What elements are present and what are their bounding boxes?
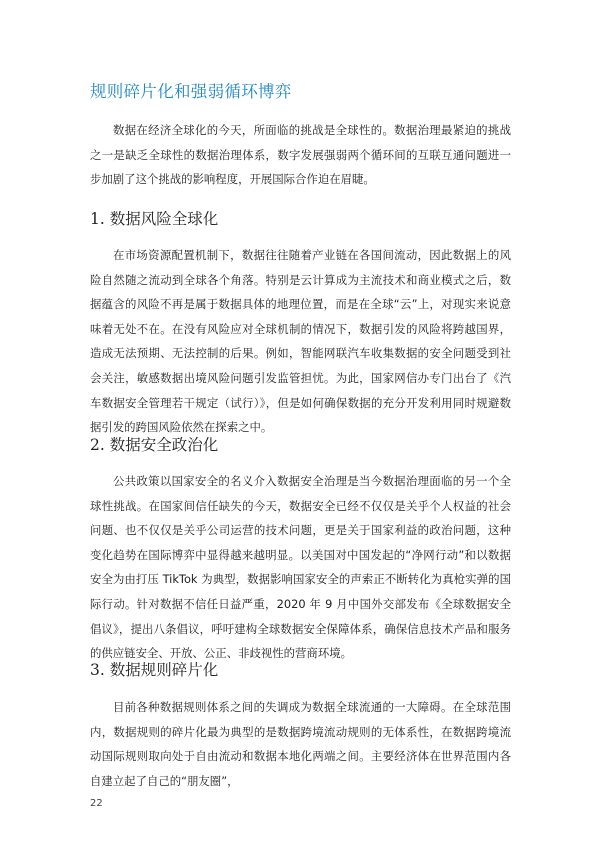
page-number: 22	[90, 798, 103, 809]
subheading-data-security-politicization: 2. 数据安全政治化	[90, 436, 219, 454]
section-title: 规则碎片化和强弱循环博弈	[90, 82, 292, 101]
paragraph-data-risk-globalization: 在市场资源配置机制下，数据往往随着产业链在各国间流动，因此数据上的风险自然随之流动到全球各个角落。特别是云计算成为主流技术和商业模式之后，数据蕴含的风险不再是属于数据具体的地理位置，而是在全球“云”上，对现实来说意味着无处不在。在没有风险应对全球机制的情况下，数据引发的风险将跨越国界，造成无法预期、无法控制的后果。例如，智能网联汽车收集数据的安全问题受到社会关注，敏感数据出境风险问题引发监管担忧。为此，国家网信办专门出台了《汽车数据安全管理若干规定（试行）》，但是如何确保数据的充分开发利用同时规避数据引发的跨国风险依然在探索之中。	[90, 248, 511, 435]
paragraph-data-security-politicization: 公共政策以国家安全的名义介入数据安全治理是当今数据治理面临的另一个全球性挑战。在国家间信任缺失的今天，数据安全已经不仅仅是关乎个人权益的社会问题、也不仅仅是关乎公司运营的技术问题，更是关于国家利益的政治问题，这种变化趋势在国际博弈中显得越来越明显。以美国对中国发起的“净网行动”和以数据安全为由打压 TikTok 为典型，数据影响国家安全的声索正不断转化为真枪实弹的国际行动。针对数据不信任日益严重，2020 年 9 月中国外交部发布《全球数据安全倡议》，提出八条倡议，呼吁建构全球数据安全保障体系，确保信息技术产品和服务的供应链安全、开放、公正、非歧视性的营商环境。	[90, 474, 511, 661]
paragraph-data-rules-fragmentation: 目前各种数据规则体系之间的失调成为数据全球流通的一大障碍。在全球范围内，数据规则的碎片化最为典型的是数据跨境流动规则的无体系性，在数据跨境流动国际规则取向处于自由流动和数据本地化两端之间。主要经济体在世界范围内各自建立起了自己的“朋友圈”，	[90, 700, 511, 788]
subheading-data-risk-globalization: 1. 数据风险全球化	[90, 210, 219, 228]
subheading-data-rules-fragmentation: 3. 数据规则碎片化	[90, 661, 219, 679]
intro-paragraph: 数据在经济全球化的今天，所面临的挑战是全球性的。数据治理最紧迫的挑战之一是缺乏全球性的数据治理体系，数字发展强弱两个循环间的互联互通问题进一步加剧了这个挑战的影响程度，开展国际合作迫在眉睫。	[90, 123, 511, 187]
